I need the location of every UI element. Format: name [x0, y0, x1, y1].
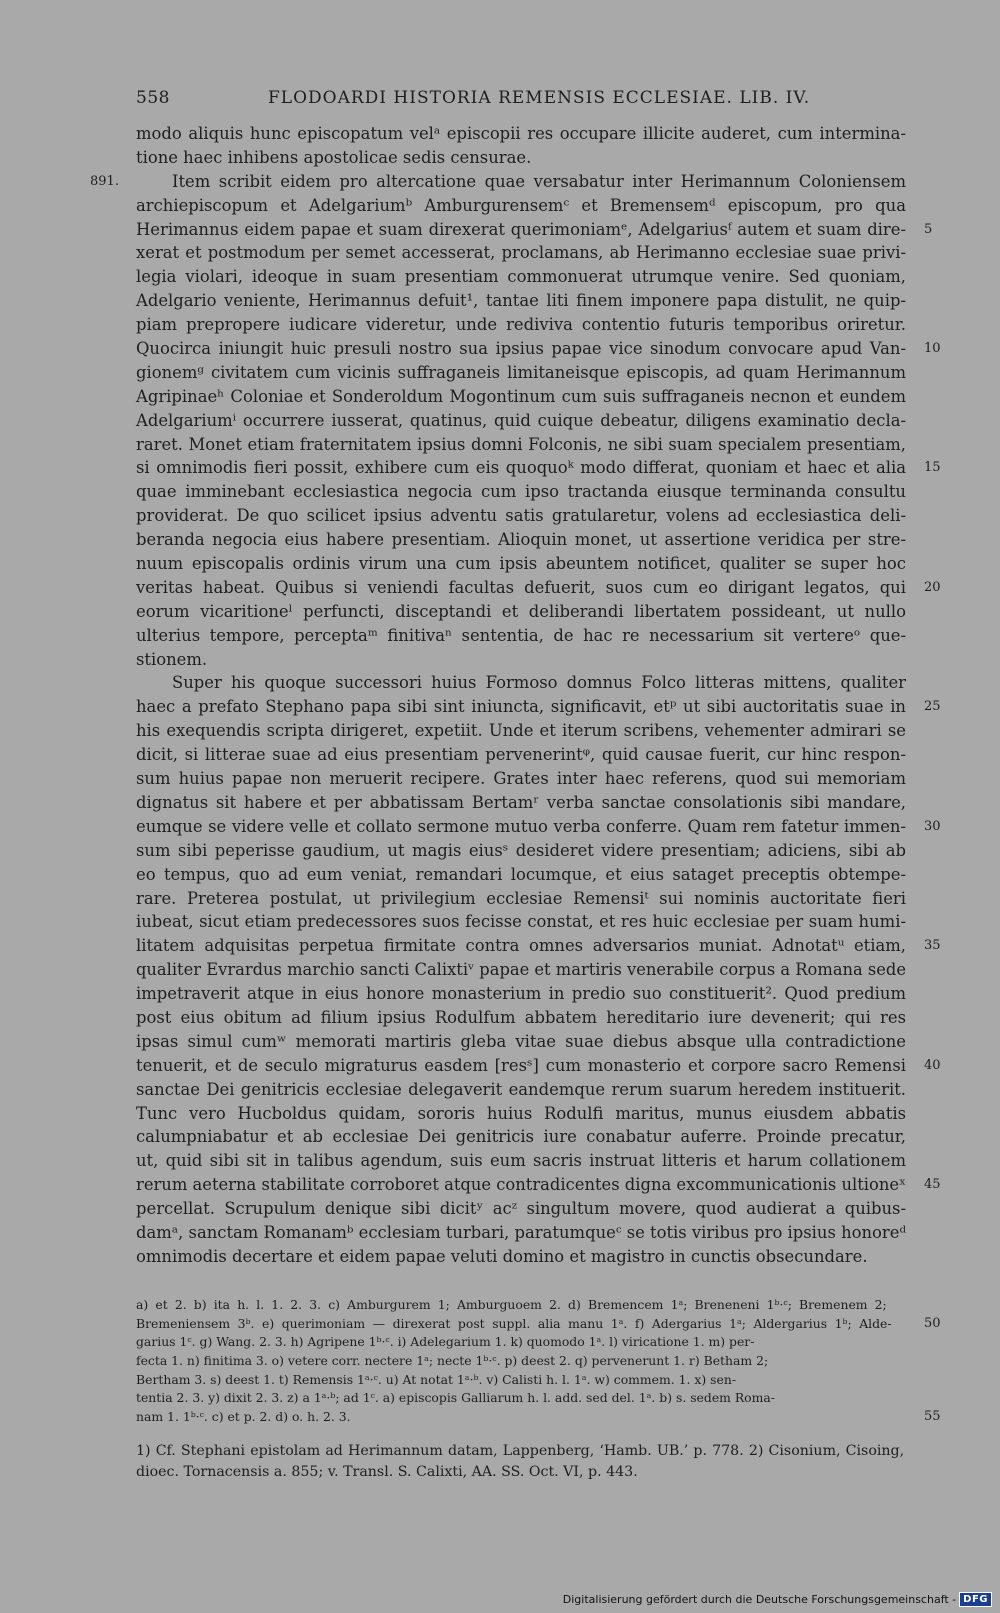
digitization-credit: [563, 1592, 992, 1607]
text-line: [136, 1221, 906, 1245]
text-line: [136, 624, 906, 648]
text-line: [136, 863, 906, 887]
text-line-text: Herimannus eidem papae et suam direxerat querimoniamᵉ, Adelgariusᶠ autem et suam dire-: [136, 219, 906, 239]
text-line: [136, 433, 906, 457]
text-line-text: calumpniabatur et ab ecclesiae Dei genitricis iure conabatur auferre. Proinde precatur,: [136, 1127, 906, 1147]
text-line-text: Agripinaeʰ Coloniae et Sonderoldum Mogontinum cum suis suffraganeis necnon et eundem: [136, 386, 906, 406]
note-line-text: dioec. Tornacensis a. 855; v. Transl. S. Calixti, AA. SS. Oct. VI, p. 443.: [136, 1464, 638, 1480]
margin-line-number: 20: [924, 579, 941, 595]
margin-line-number: 55: [924, 1409, 941, 1425]
apparatus-line: [136, 1296, 906, 1315]
text-line-text: iubeat, sicut etiam predecessores suos fecisse constat, et res huic ecclesiae per suam humi-: [136, 912, 906, 932]
text-line: [136, 218, 933, 242]
text-line: [136, 241, 906, 265]
text-line-text: tione haec inhibens apostolicae sedis censurae.: [136, 147, 532, 167]
text-line: [136, 648, 906, 672]
text-line: [136, 265, 906, 289]
text-line-text: nuum episcopalis ordinis virum una cum ipsis abeuntem notificet, qualiter se super hoc: [136, 554, 906, 574]
text-line-text: veritas habeat. Quibus si veniendi facultas defuerit, suos cum eo dirigant legatos, qui: [136, 577, 906, 597]
text-line-text: providerat. De quo scilicet ipsius adventu satis gratularetur, volens ad ecclesiastica deli-: [136, 506, 906, 526]
text-line-text: eo tempus, quo ad eum veniat, remandari locumque, et eius sataget preceptis obtempe-: [136, 864, 906, 884]
credit-text: Digitalisierung gefördert durch die Deutsche Forschungsgemeinschaft -: [562, 1593, 957, 1606]
text-line-text: legia violari, ideoque in suam presentiam commonuerat utrumque venire. Sed quoniam,: [136, 267, 906, 287]
text-line: [136, 194, 906, 218]
text-line: [136, 1102, 906, 1126]
text-line: [136, 146, 906, 170]
text-line: [136, 361, 906, 385]
apparatus-line: [136, 1371, 906, 1390]
running-title: FLODOARDI HISTORIA REMENSIS ECCLESIAE. LIB. IV.: [268, 88, 811, 108]
text-line: [136, 934, 941, 958]
margin-line-number: 10: [924, 341, 941, 357]
apparatus-line: [136, 1389, 906, 1408]
text-line-text: damᵃ, sanctam Romanamᵇ ecclesiam turbari, paratumqueᶜ se totis viribus pro ipsius honoreᵈ: [136, 1222, 906, 1242]
text-line: [136, 1197, 906, 1221]
apparatus-line-text: Bertham 3. s) deest 1. t) Remensis 1ᵃ·ᶜ. u) At notat 1ᵃ·ᵇ. v) Calisti h. l. 1ᵃ. w) commem. 1. x) sen-: [136, 1371, 737, 1387]
margin-line-number: 35: [924, 938, 941, 954]
page-number: 558: [136, 88, 170, 108]
apparatus-line-text: Bremeniensem 3ᵇ. e) querimoniam — direxerat post suppl. alia manu 1ᵃ. f) Adergarius 1ᵃ; Aldergarius 1ᵇ; Alde-: [136, 1315, 892, 1331]
text-line-text: ipsas simul cumʷ memorati martiris gleba vitae suae diebus absque ulla contradictione: [136, 1031, 906, 1051]
text-line-text: modo aliquis hunc episcopatum velᵃ episcopii res occupare illicite auderet, cum intermina-: [136, 124, 906, 143]
margin-line-number: 15: [924, 460, 941, 476]
text-line: [136, 385, 906, 409]
text-line-text: eorum vicaritioneˡ perfuncti, disceptandi et deliberandi libertatem possideant, ut nullo: [136, 601, 906, 621]
apparatus-line: [136, 1408, 941, 1427]
text-line: [136, 1030, 906, 1054]
text-line: [136, 1054, 941, 1078]
text-line: [136, 504, 906, 528]
text-line-text: quae imminebant ecclesiastica negocia cum ipso tractanda eiusque terminanda consultu: [136, 482, 906, 502]
text-line: [136, 337, 941, 361]
apparatus-line-text: a) et 2. b) ita h. l. 1. 2. 3. c) Amburgurem 1; Amburguoem 2. d) Bremencem 1ᵃ; Breneneni 1ᵇ·ᶜ; Bremenem 2;: [136, 1297, 887, 1312]
margin-line-number: 25: [924, 699, 941, 715]
apparatus-line-text: nam 1. 1ᵇ·ᶜ. c) et p. 2. d) o. h. 2. 3.: [136, 1409, 351, 1425]
text-line-text: xerat et postmodum per semet accesserat, proclamans, ab Herimanno ecclesiae suae privi-: [136, 243, 906, 263]
margin-line-number: 5: [924, 221, 933, 237]
apparatus-line: [136, 1333, 906, 1352]
footnotes: [136, 1441, 906, 1483]
text-line: [136, 480, 906, 504]
note-line-text: 1) Cf. Stephani epistolam ad Herimannum datam, Lappenberg, ‘Hamb. UB.’ p. 778. 2) Cisonium, Cisoing,: [136, 1443, 905, 1459]
text-line-text: Adelgariumⁱ occurrere iusserat, quatinus, quid cuique debeatur, diligens examinatio decla-: [136, 410, 906, 430]
text-line: [136, 1078, 906, 1102]
note-line: [136, 1462, 906, 1483]
text-line-text: si omnimodis fieri possit, exhibere cum eis quoquoᵏ modo differat, quoniam et haec et alia: [136, 458, 906, 478]
text-line: [136, 1245, 906, 1269]
text-line-text: his exequendis scripta dirigeret, expetiit. Unde et iterum scribens, vehementer admirari se: [136, 721, 906, 741]
text-line: [90, 170, 906, 194]
text-line: [136, 528, 906, 552]
text-line-text: eumque se videre velle et collato sermone mutuo verba conferre. Quam rem fatetur immen-: [136, 816, 906, 836]
text-line: [136, 1125, 906, 1149]
text-line-text: Item scribit eidem pro altercatione quae versabatur inter Herimannum Coloniensem: [172, 171, 906, 191]
text-line: [136, 409, 906, 433]
text-line: [136, 887, 906, 911]
text-line: [136, 982, 906, 1006]
text-line: [136, 289, 906, 313]
text-line-text: tenuerit, et de seculo migraturus easdem [resˢ] cum monasterio et corpore sacro Remensi: [136, 1055, 906, 1075]
text-line-text: stionem.: [136, 649, 208, 669]
main-text-body: [90, 122, 941, 1269]
text-line-text: qualiter Evrardus marchio sancti Calixtiᵛ papae et martiris venerabile corpus a Romana sede: [136, 960, 906, 980]
text-line-text: raret. Monet etiam fraternitatem ipsius domni Folconis, ne sibi suam specialem presentiam,: [136, 434, 906, 454]
text-line: [136, 600, 906, 624]
text-line-text: sum sibi peperisse gaudium, ut magis eiusˢ desideret videre presentiam; adiciens, sibi ab: [136, 840, 906, 860]
text-line-text: rerum aeterna stabilitate corroboret atque contradicentes digna excommunicationis ultioneˣ: [136, 1175, 906, 1195]
margin-year: 891.: [90, 173, 119, 189]
text-line: [136, 313, 906, 337]
margin-line-number: 40: [924, 1057, 941, 1073]
text-line-text: ut, quid sibi sit in talibus agendum, suis eum sacris instruat litteris et harum collationem: [136, 1151, 906, 1171]
apparatus-line: [136, 1315, 941, 1334]
apparatus-line: [136, 1352, 906, 1371]
margin-line-number: 50: [924, 1315, 941, 1331]
apparatus-line-text: garius 1ᶜ. g) Wang. 2. 3. h) Agripene 1ᵇ·ᶜ. i) Adelegarium 1. k) quomodo 1ᵃ. l) viricatione 1. m) per-: [136, 1334, 755, 1350]
text-line: [136, 576, 941, 600]
text-line-text: Adelgario veniente, Herimannus defuit¹, tantae liti finem imponere papa distulit, ne quip-: [136, 291, 906, 311]
text-line-text: rare. Preterea postulat, ut privilegium ecclesiae Remensiᵗ sui nominis auctoritate fieri: [136, 888, 906, 908]
text-line: [136, 122, 906, 146]
page-header: [136, 88, 906, 114]
apparatus-line-text: fecta 1. n) finitima 3. o) vetere corr. nectere 1ᵃ; necte 1ᵇ·ᶜ. p) deest 2. q) pervenerunt 1. r) Betham 2;: [136, 1353, 769, 1369]
text-line: [136, 839, 906, 863]
text-line-text: percellat. Scrupulum denique sibi dicitʸ acᶻ singultum movere, quod audierat a quibus-: [136, 1199, 906, 1219]
text-line: [136, 791, 906, 815]
text-line-text: Super his quoque successori huius Formoso domnus Folco litteras mittens, qualiter: [172, 673, 906, 693]
text-line-text: sum huius papae non meruerit recipere. Grates inter haec referens, quod sui memoriam: [136, 769, 906, 789]
text-line-text: Quocirca iniungit huic presuli nostro sua ipsius papae vice sinodum convocare apud Van-: [136, 339, 906, 359]
margin-line-number: 30: [924, 818, 941, 834]
text-line-text: beranda negocia eius habere presentiam. Alioquin monet, ut assertione veridica per stre-: [136, 530, 906, 550]
text-line-text: archiepiscopum et Adelgariumᵇ Amburgurensemᶜ et Bremensemᵈ episcopum, pro qua: [136, 195, 906, 215]
text-line: [136, 815, 941, 839]
text-line: [136, 1006, 906, 1030]
margin-line-number: 45: [924, 1177, 941, 1193]
dfg-logo: DFG: [959, 1592, 992, 1607]
text-line-text: sanctae Dei genitricis ecclesiae delegaverit eandemque rerum suarum heredem instituerit.: [136, 1079, 906, 1099]
text-line-text: Tunc vero Hucboldus quidam, sororis huius Rodulfi maritus, munus eiusdem abbatis: [136, 1103, 906, 1123]
text-line-text: ulterius tempore, perceptaᵐ finitivaⁿ sententia, de hac re necessarium sit vertereᵒ que-: [136, 625, 906, 645]
text-line: [136, 958, 906, 982]
apparatus-line-text: tentia 2. 3. y) dixit 2. 3. z) a 1ᵃ·ᵇ; ad 1ᶜ. a) episcopis Galliarum h. l. add. sed del. 1ᵃ. b) s. sedem Roma-: [136, 1390, 775, 1406]
text-line-text: dicit, si litterae suae ad eius presentiam pervenerintᵠ, quid causae fuerit, cur hinc respon-: [136, 745, 906, 765]
text-line: [136, 456, 941, 480]
text-line-text: impetraverit atque in eius honore monasterium in predio suo constituerit². Quod predium: [136, 984, 906, 1004]
text-line-text: dignatus sit habere et per abbatissam Bertamʳ verba sanctae consolationis sibi mandare,: [136, 792, 906, 812]
text-line: [136, 719, 906, 743]
text-line: [136, 671, 906, 695]
text-line: [136, 743, 906, 767]
note-line: [136, 1441, 906, 1462]
text-line: [136, 552, 906, 576]
text-line-text: post eius obitum ad filium ipsius Rodulfum abbatem hereditario iure devenerit; qui res: [136, 1007, 906, 1027]
text-line-text: gionemᵍ civitatem cum vicinis suffraganeis limitaneisque episcopis, ad quam Herimannum: [136, 362, 906, 382]
critical-apparatus: [136, 1296, 941, 1427]
text-line-text: litatem adquisitas perpetua firmitate contra omnes adversarios muniat. Adnotatᵘ etiam,: [136, 936, 906, 956]
text-line: [136, 695, 941, 719]
text-line-text: piam prepropere iudicare videretur, unde rediviva contentio futuris temporibus oriretur.: [136, 315, 906, 335]
text-line: [136, 910, 906, 934]
text-line: [136, 767, 906, 791]
text-line: [136, 1173, 941, 1197]
text-line-text: omnimodis decertare et eidem papae veluti domino et magistro in cunctis obsecundare.: [136, 1246, 868, 1266]
text-line-text: haec a prefato Stephano papa sibi sint iniuncta, significavit, etᵖ ut sibi auctoritatis suae in: [136, 697, 906, 717]
text-line: [136, 1149, 906, 1173]
